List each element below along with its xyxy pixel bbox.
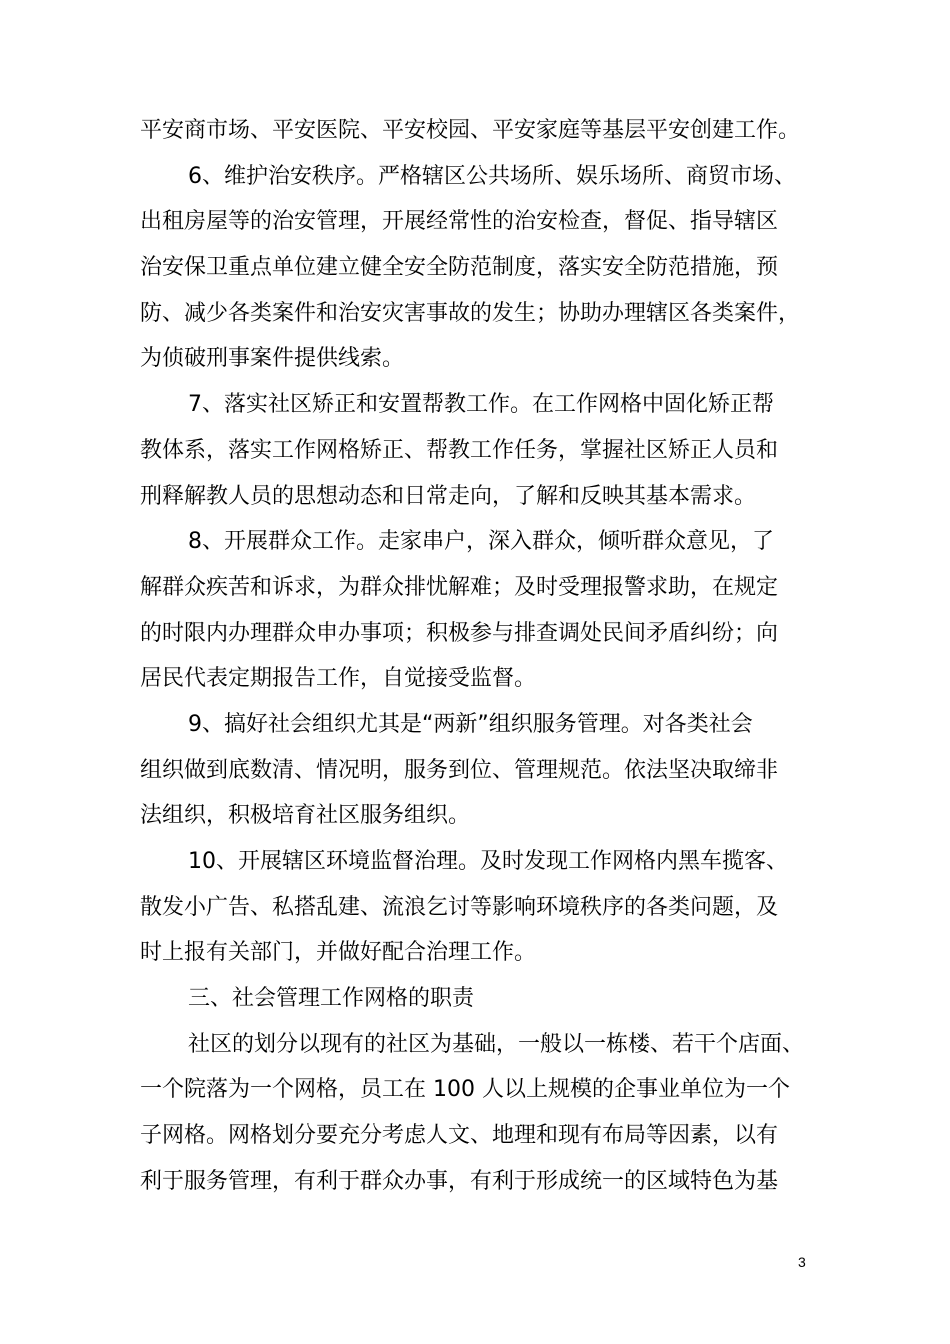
text-line: 为侦破刑事案件提供线索。 xyxy=(140,346,405,372)
text-line: 防、减少各类案件和治安灾害事故的发生；协助办理辖区各类案件， xyxy=(140,300,801,326)
text-line: 平安商市场、平安医院、平安校园、平安家庭等基层平安创建工作。 xyxy=(140,118,801,143)
text-line: 6、维护治安秩序。严格辖区公共场所、娱乐场所、商贸市场、 xyxy=(188,163,796,189)
page-number: 3 xyxy=(798,1254,806,1270)
text-line: 子网格。网格划分要充分考虑人文、地理和现有布局等因素，以有 xyxy=(140,1123,779,1149)
text-line: 出租房屋等的治安管理，开展经常性的治安检查，督促、指导辖区 xyxy=(140,209,779,235)
text-line: 一个院落为一个网格，员工在 100 人以上规模的企事业单位为一个 xyxy=(140,1077,790,1103)
text-line: 解群众疾苦和诉求，为群众排忧解难；及时受理报警求助，在规定 xyxy=(140,574,779,600)
text-line: 居民代表定期报告工作，自觉接受监督。 xyxy=(140,666,537,692)
body-text xyxy=(140,108,830,1205)
text-line: 散发小广告、私搭乱建、流浪乞讨等影响环境秩序的各类问题，及 xyxy=(140,894,779,920)
text-line: 9、搞好社会组织尤其是“两新”组织服务管理。对各类社会 xyxy=(188,711,753,737)
text-line: 10、开展辖区环境监督治理。及时发现工作网格内黑车揽客、 xyxy=(188,849,788,874)
text-line: 三、社会管理工作网格的职责 xyxy=(188,986,475,1012)
text-line: 7、落实社区矫正和安置帮教工作。在工作网格中固化矫正帮 xyxy=(188,392,774,418)
text-line: 治安保卫重点单位建立健全安全防范制度，落实安全防范措施，预 xyxy=(140,255,779,281)
text-line: 8、开展群众工作。走家串户，深入群众，倾听群众意见，了 xyxy=(188,529,774,555)
text-line: 利于服务管理，有利于群众办事，有利于形成统一的区域特色为基 xyxy=(140,1168,779,1194)
text-line: 社区的划分以现有的社区为基础，一般以一栋楼、若干个店面、 xyxy=(188,1031,805,1057)
text-line: 教体系，落实工作网格矫正、帮教工作任务，掌握社区矫正人员和 xyxy=(140,437,779,463)
text-line: 法组织，积极培育社区服务组织。 xyxy=(140,803,471,829)
text-line: 组织做到底数清、情况明，服务到位、管理规范。依法坚决取缔非 xyxy=(140,757,779,783)
text-line: 时上报有关部门，并做好配合治理工作。 xyxy=(140,940,537,966)
text-line: 刑释解教人员的思想动态和日常走向，了解和反映其基本需求。 xyxy=(140,483,757,509)
text-line: 的时限内办理群众申办事项；积极参与排查调处民间矛盾纠纷；向 xyxy=(140,620,779,646)
